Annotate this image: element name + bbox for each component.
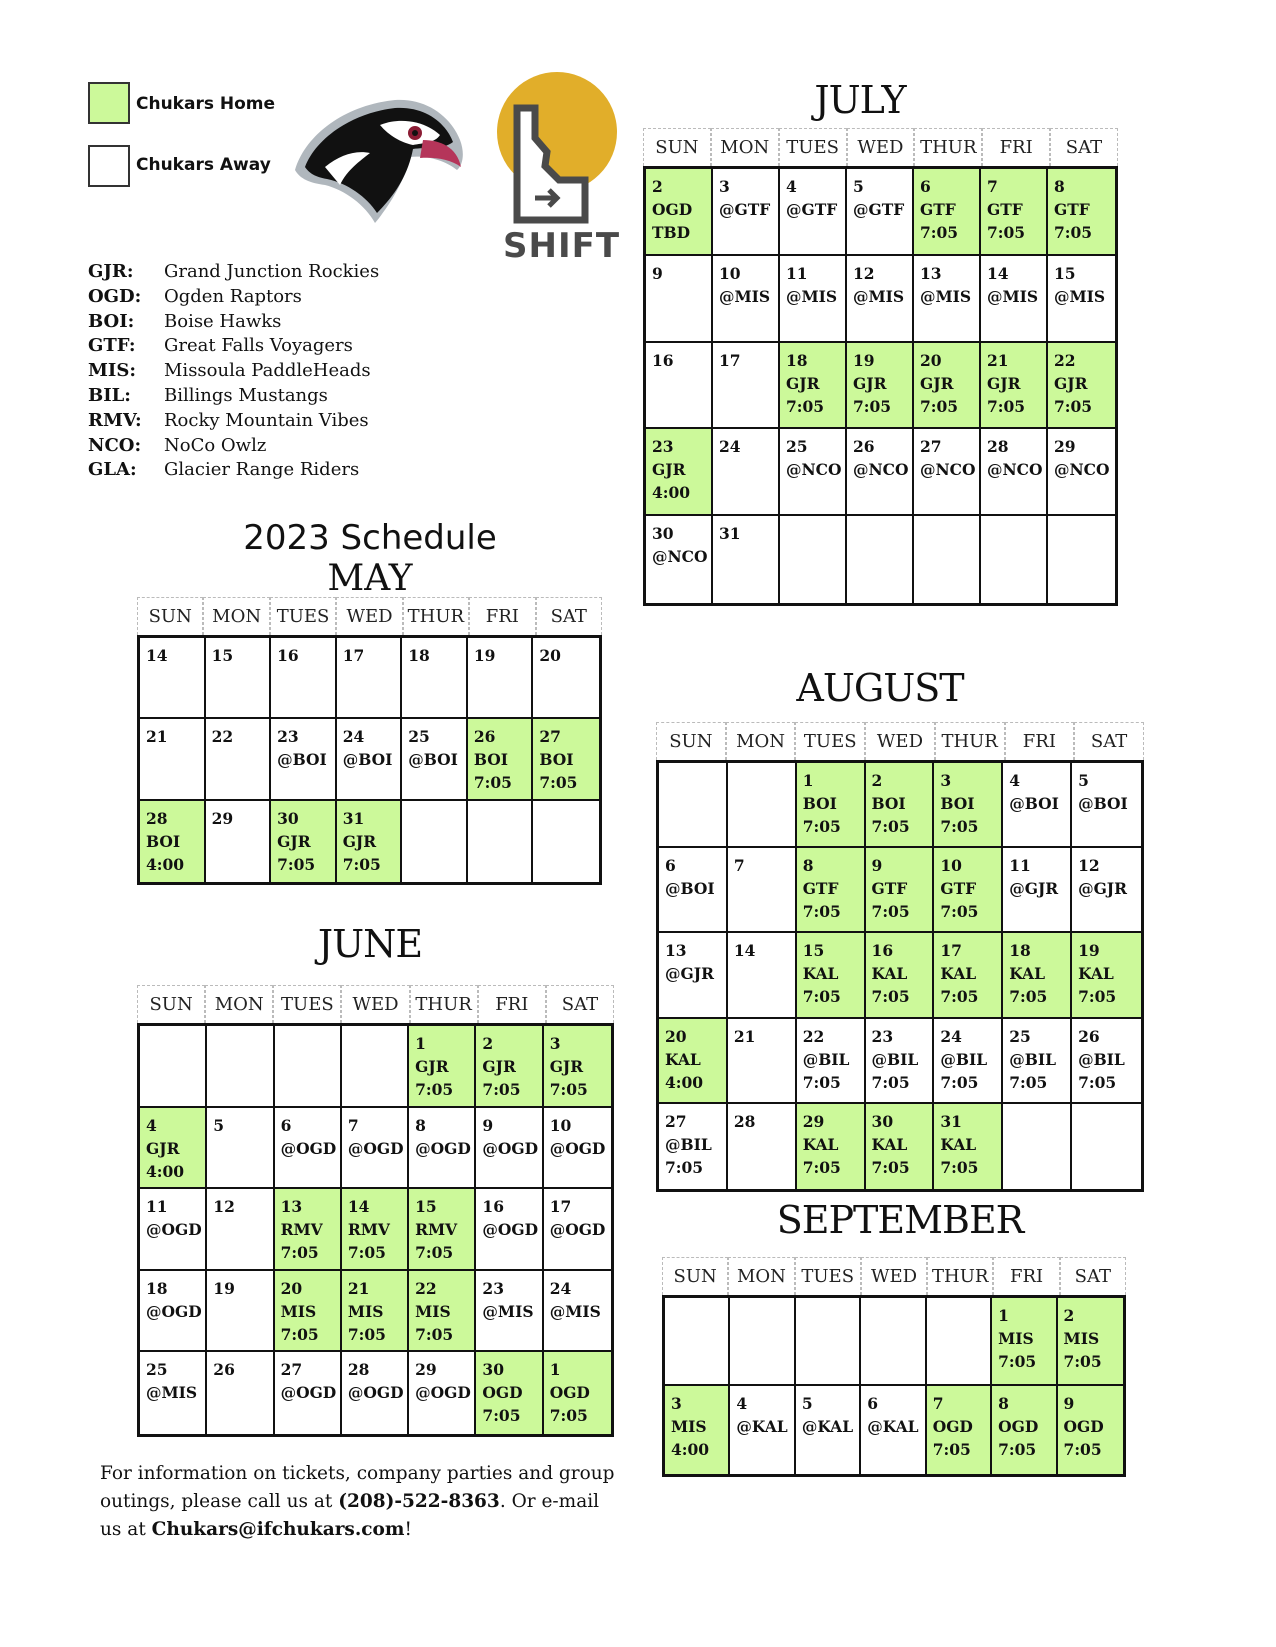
calendar-day: 13 @MIS xyxy=(914,256,981,343)
calendar-day: 4 @GTF xyxy=(780,169,847,256)
weekday-label: FRI xyxy=(478,985,546,1023)
weekday-label: SAT xyxy=(1050,128,1118,166)
team-name: Rocky Mountain Vibes xyxy=(164,409,369,431)
home-game-day: 22 MIS 7:05 xyxy=(409,1271,476,1353)
calendar-day: 4 @KAL xyxy=(730,1386,795,1474)
weekday-header xyxy=(662,1257,1126,1295)
home-game-day: 21 GJR 7:05 xyxy=(981,343,1048,430)
home-game-day: 19 KAL 7:05 xyxy=(1072,933,1141,1018)
calendar-day: 26 @NCO xyxy=(847,429,914,516)
abbreviation-code: GLA: xyxy=(88,459,137,481)
weekday-label: MON xyxy=(711,128,779,166)
home-game-day: 18 GJR 7:05 xyxy=(780,343,847,430)
weekday-label: FRI xyxy=(469,597,535,635)
team-name: Boise Hawks xyxy=(164,310,282,332)
calendar-day: 6 @OGD xyxy=(275,1108,342,1190)
home-game-day: 1 GJR 7:05 xyxy=(409,1026,476,1108)
weekday-label: MON xyxy=(728,1257,794,1295)
calendar-day: 29 @OGD xyxy=(409,1352,476,1434)
calendar-day: 18 @OGD xyxy=(140,1271,207,1353)
home-game-day: 7 GTF 7:05 xyxy=(981,169,1048,256)
calendar-day: 25 @BIL 7:05 xyxy=(1003,1019,1072,1104)
home-game-day: 2 BOI 7:05 xyxy=(866,763,935,848)
calendar-day: 16 xyxy=(271,638,337,719)
home-game-day: 1 MIS 7:05 xyxy=(992,1298,1057,1386)
calendar-day: 24 @BIL 7:05 xyxy=(934,1019,1003,1104)
calendar-day xyxy=(1048,516,1115,603)
calendar-day: 5 @GTF xyxy=(847,169,914,256)
calendar-day: 16 @OGD xyxy=(476,1189,543,1271)
calendar-day: 8 @OGD xyxy=(409,1108,476,1190)
home-game-day: 23 GJR 4:00 xyxy=(646,429,713,516)
abbreviation-row xyxy=(88,359,379,384)
weekday-label: MON xyxy=(205,985,273,1023)
calendar-day: 14 @MIS xyxy=(981,256,1048,343)
calendar-week xyxy=(659,1019,1141,1104)
home-game-day: 20 GJR 7:05 xyxy=(914,343,981,430)
calendar-week xyxy=(646,429,1115,516)
calendar-day: 13 @GJR xyxy=(659,933,728,1018)
weekday-label: SUN xyxy=(137,597,203,635)
abbreviation-code: RMV: xyxy=(88,409,142,431)
calendar-day xyxy=(728,763,797,848)
home-game-day: 20 MIS 7:05 xyxy=(275,1271,342,1353)
calendar-week xyxy=(646,343,1115,430)
calendar-day xyxy=(402,801,468,882)
calendar-day: 29 xyxy=(206,801,272,882)
home-game-day: 16 KAL 7:05 xyxy=(866,933,935,1018)
weekday-label: SUN xyxy=(656,722,726,760)
calendar-grid xyxy=(643,166,1118,606)
weekday-label: WED xyxy=(861,1257,927,1295)
calendar-week xyxy=(140,1271,611,1353)
calendar-day: 6 @BOI xyxy=(659,848,728,933)
team-name: Great Falls Voyagers xyxy=(164,335,353,357)
home-game-day: 22 GJR 7:05 xyxy=(1048,343,1115,430)
home-game-day: 29 KAL 7:05 xyxy=(797,1104,866,1189)
calendar-day xyxy=(207,1026,274,1108)
abbreviation-code: BIL: xyxy=(88,384,131,406)
calendar-day: 10 @MIS xyxy=(713,256,780,343)
calendar-week xyxy=(140,801,599,882)
weekday-header xyxy=(643,128,1118,166)
calendar-day xyxy=(847,516,914,603)
calendar-day: 22 @BIL 7:05 xyxy=(797,1019,866,1104)
calendar-day: 23 @BOI xyxy=(271,719,337,800)
home-game-day: 3 MIS 4:00 xyxy=(665,1386,730,1474)
weekday-label: THUR xyxy=(935,722,1005,760)
home-game-day: 1 BOI 7:05 xyxy=(797,763,866,848)
calendar-week xyxy=(659,848,1141,933)
abbreviation-row xyxy=(88,434,379,459)
weekday-label: WED xyxy=(847,128,915,166)
calendar-week xyxy=(140,1189,611,1271)
calendar-day: 19 xyxy=(207,1271,274,1353)
weekday-header xyxy=(137,985,614,1023)
june-title: JUNE xyxy=(317,922,423,966)
calendar-day: 5 xyxy=(207,1108,274,1190)
abbreviation-row xyxy=(88,458,379,483)
weekday-label: THUR xyxy=(410,985,478,1023)
weekday-label: MON xyxy=(726,722,796,760)
calendar-week xyxy=(140,1026,611,1108)
home-game-day: 30 GJR 7:05 xyxy=(271,801,337,882)
weekday-label: WED xyxy=(341,985,409,1023)
calendar-grid xyxy=(137,635,602,885)
weekday-label: WED xyxy=(336,597,402,635)
home-game-day: 2 MIS 7:05 xyxy=(1058,1298,1123,1386)
calendar-day xyxy=(659,763,728,848)
calendar-day: 9 @OGD xyxy=(476,1108,543,1190)
abbreviation-row xyxy=(88,260,379,285)
calendar-day: 24 @MIS xyxy=(544,1271,611,1353)
abbreviation-code: NCO: xyxy=(88,434,142,456)
calendar-day: 5 @BOI xyxy=(1072,763,1141,848)
calendar-day xyxy=(1003,1104,1072,1189)
home-game-day: 9 OGD 7:05 xyxy=(1058,1386,1123,1474)
calendar-day: 15 xyxy=(206,638,272,719)
calendar-day: 4 @BOI xyxy=(1003,763,1072,848)
team-name: NoCo Owlz xyxy=(164,434,267,456)
calendar-day xyxy=(981,516,1048,603)
calendar-day: 6 @KAL xyxy=(861,1386,926,1474)
home-game-day: 27 BOI 7:05 xyxy=(533,719,599,800)
calendar-day xyxy=(730,1298,795,1386)
calendar-day: 30 @NCO xyxy=(646,516,713,603)
weekday-label: SAT xyxy=(1074,722,1144,760)
june-calendar xyxy=(137,985,614,1437)
abbreviation-row xyxy=(88,384,379,409)
abbreviation-code: GJR: xyxy=(88,261,134,282)
calendar-grid xyxy=(656,760,1144,1192)
home-game-day: 30 KAL 7:05 xyxy=(866,1104,935,1189)
home-game-day: 31 GJR 7:05 xyxy=(337,801,403,882)
team-name: Ogden Raptors xyxy=(164,285,302,307)
calendar-week xyxy=(659,933,1141,1018)
home-game-day: 28 BOI 4:00 xyxy=(140,801,206,882)
calendar-day: 14 xyxy=(728,933,797,1018)
calendar-day: 11 @OGD xyxy=(140,1189,207,1271)
weekday-header xyxy=(656,722,1144,760)
calendar-day: 11 @MIS xyxy=(780,256,847,343)
calendar-week xyxy=(140,1352,611,1434)
weekday-label: SUN xyxy=(643,128,711,166)
home-game-day: 10 GTF 7:05 xyxy=(934,848,1003,933)
calendar-day: 18 xyxy=(402,638,468,719)
home-game-day: 17 KAL 7:05 xyxy=(934,933,1003,1018)
weekday-label: THUR xyxy=(403,597,469,635)
september-title: SEPTEMBER xyxy=(776,1198,1024,1242)
weekday-header xyxy=(137,597,602,635)
august-title: AUGUST xyxy=(796,666,964,710)
weekday-label: SAT xyxy=(536,597,602,635)
phone-number[interactable]: (208)-522-8363 xyxy=(338,1491,500,1512)
home-game-day: 7 OGD 7:05 xyxy=(927,1386,992,1474)
footer-text-3: ! xyxy=(404,1519,412,1540)
home-game-day: 18 KAL 7:05 xyxy=(1003,933,1072,1018)
calendar-day xyxy=(780,516,847,603)
calendar-day xyxy=(927,1298,992,1386)
abbreviation-code: OGD: xyxy=(88,285,142,307)
calendar-day: 20 xyxy=(533,638,599,719)
abbreviation-code: MIS: xyxy=(88,360,136,382)
team-name: Missoula PaddleHeads xyxy=(164,360,371,382)
calendar-day: 16 xyxy=(646,343,713,430)
home-game-day: 21 MIS 7:05 xyxy=(342,1271,409,1353)
calendar-day: 31 xyxy=(713,516,780,603)
calendar-day: 23 @BIL 7:05 xyxy=(866,1019,935,1104)
calendar-day: 19 xyxy=(468,638,534,719)
weekday-label: SUN xyxy=(137,985,205,1023)
calendar-day xyxy=(665,1298,730,1386)
calendar-week xyxy=(646,256,1115,343)
calendar-day: 23 @MIS xyxy=(476,1271,543,1353)
calendar-day: 5 @KAL xyxy=(796,1386,861,1474)
abbreviation-code: BOI: xyxy=(88,310,135,332)
calendar-day: 12 @GJR xyxy=(1072,848,1141,933)
abbreviation-code: GTF: xyxy=(88,335,136,357)
email-link[interactable]: Chukars@ifchukars.com xyxy=(151,1519,405,1540)
calendar-week xyxy=(646,516,1115,603)
calendar-day: 26 xyxy=(207,1352,274,1434)
calendar-week xyxy=(646,169,1115,256)
august-calendar xyxy=(656,722,1144,1192)
weekday-label: TUES xyxy=(779,128,847,166)
team-name: Billings Mustangs xyxy=(164,384,328,406)
calendar-day: 3 @GTF xyxy=(713,169,780,256)
calendar-week xyxy=(665,1298,1123,1386)
home-game-day: 30 OGD 7:05 xyxy=(476,1352,543,1434)
calendar-day xyxy=(140,1026,207,1108)
schedule-title: 2023 Schedule xyxy=(243,518,497,558)
weekday-label: FRI xyxy=(993,1257,1059,1295)
away-swatch xyxy=(88,145,130,187)
calendar-day xyxy=(861,1298,926,1386)
home-game-day: 3 GJR 7:05 xyxy=(544,1026,611,1108)
calendar-grid xyxy=(137,1023,614,1437)
calendar-day: 12 @MIS xyxy=(847,256,914,343)
home-game-day: 9 GTF 7:05 xyxy=(866,848,935,933)
calendar-day: 7 xyxy=(728,848,797,933)
footer-text-2: . Or e-mail us at xyxy=(100,1491,600,1540)
home-game-day: 8 OGD 7:05 xyxy=(992,1386,1057,1474)
calendar-day: 17 xyxy=(337,638,403,719)
team-name: Grand Junction Rockies xyxy=(164,261,380,282)
abbreviation-row xyxy=(88,334,379,359)
calendar-day: 11 @GJR xyxy=(1003,848,1072,933)
abbreviation-row xyxy=(88,310,379,335)
weekday-label: WED xyxy=(865,722,935,760)
home-game-day: 19 GJR 7:05 xyxy=(847,343,914,430)
home-game-day: 8 GTF 7:05 xyxy=(1048,169,1115,256)
calendar-week xyxy=(140,1108,611,1190)
calendar-day: 27 @NCO xyxy=(914,429,981,516)
home-game-day: 3 BOI 7:05 xyxy=(934,763,1003,848)
may-title: MAY xyxy=(327,558,413,599)
calendar-day xyxy=(796,1298,861,1386)
legend-home-label: Chukars Home xyxy=(136,94,276,114)
weekday-label: SUN xyxy=(662,1257,728,1295)
footer-text-1: For information on tickets, company parties and group outings, please call us at xyxy=(100,1463,615,1512)
calendar-day: 10 @OGD xyxy=(544,1108,611,1190)
calendar-day: 17 xyxy=(713,343,780,430)
shift-logo-text: SHIFT xyxy=(503,226,621,266)
home-game-day: 8 GTF 7:05 xyxy=(797,848,866,933)
calendar-day: 17 @OGD xyxy=(544,1189,611,1271)
calendar-day: 26 @BIL 7:05 xyxy=(1072,1019,1141,1104)
calendar-day: 21 xyxy=(728,1019,797,1104)
calendar-day: 12 xyxy=(207,1189,274,1271)
calendar-day: 15 @MIS xyxy=(1048,256,1115,343)
calendar-day xyxy=(275,1026,342,1108)
home-game-day: 1 OGD 7:05 xyxy=(544,1352,611,1434)
home-swatch xyxy=(88,82,130,124)
calendar-day: 9 xyxy=(646,256,713,343)
calendar-week xyxy=(659,1104,1141,1189)
calendar-week xyxy=(659,763,1141,848)
team-name: Glacier Range Riders xyxy=(164,459,360,481)
calendar-week xyxy=(665,1386,1123,1474)
calendar-day xyxy=(914,516,981,603)
weekday-label: SAT xyxy=(546,985,614,1023)
abbreviation-row xyxy=(88,409,379,434)
contact-footer xyxy=(100,1460,620,1544)
calendar-day: 24 xyxy=(713,429,780,516)
home-game-day: 2 OGD TBD xyxy=(646,169,713,256)
weekday-label: THUR xyxy=(914,128,982,166)
calendar-day xyxy=(533,801,599,882)
calendar-day: 28 xyxy=(728,1104,797,1189)
calendar-day: 25 @MIS xyxy=(140,1352,207,1434)
calendar-day: 25 @BOI xyxy=(402,719,468,800)
weekday-label: FRI xyxy=(1005,722,1075,760)
calendar-day: 7 @OGD xyxy=(342,1108,409,1190)
calendar-day: 29 @NCO xyxy=(1048,429,1115,516)
calendar-day: 27 @OGD xyxy=(275,1352,342,1434)
home-game-day: 13 RMV 7:05 xyxy=(275,1189,342,1271)
calendar-day xyxy=(468,801,534,882)
home-game-day: 6 GTF 7:05 xyxy=(914,169,981,256)
home-game-day: 15 RMV 7:05 xyxy=(409,1189,476,1271)
weekday-label: TUES xyxy=(795,1257,861,1295)
weekday-label: THUR xyxy=(927,1257,993,1295)
home-game-day: 31 KAL 7:05 xyxy=(934,1104,1003,1189)
july-title: JULY xyxy=(814,78,906,122)
home-game-day: 15 KAL 7:05 xyxy=(797,933,866,1018)
calendar-grid xyxy=(662,1295,1126,1477)
legend-away-label: Chukars Away xyxy=(136,155,271,175)
home-game-day: 20 KAL 4:00 xyxy=(659,1019,728,1104)
home-game-day: 4 GJR 4:00 xyxy=(140,1108,207,1190)
calendar-week xyxy=(140,719,599,800)
may-calendar xyxy=(137,597,602,885)
calendar-day: 21 xyxy=(140,719,206,800)
calendar-day: 14 xyxy=(140,638,206,719)
calendar-day: 22 xyxy=(206,719,272,800)
calendar-day: 28 @OGD xyxy=(342,1352,409,1434)
home-game-day: 14 RMV 7:05 xyxy=(342,1189,409,1271)
home-game-day: 26 BOI 7:05 xyxy=(468,719,534,800)
team-abbreviation-list xyxy=(88,260,379,483)
calendar-day xyxy=(1072,1104,1141,1189)
calendar-day: 27 @BIL 7:05 xyxy=(659,1104,728,1189)
weekday-label: MON xyxy=(203,597,269,635)
home-game-day: 2 GJR 7:05 xyxy=(476,1026,543,1108)
weekday-label: SAT xyxy=(1060,1257,1126,1295)
september-calendar xyxy=(662,1257,1126,1477)
weekday-label: TUES xyxy=(273,985,341,1023)
weekday-label: TUES xyxy=(795,722,865,760)
calendar-week xyxy=(140,638,599,719)
calendar-day xyxy=(342,1026,409,1108)
july-calendar xyxy=(643,128,1118,606)
abbreviation-row xyxy=(88,285,379,310)
calendar-day: 28 @NCO xyxy=(981,429,1048,516)
calendar-day: 24 @BOI xyxy=(337,719,403,800)
calendar-day: 25 @NCO xyxy=(780,429,847,516)
weekday-label: TUES xyxy=(270,597,336,635)
chukars-bird-logo xyxy=(285,95,470,230)
weekday-label: FRI xyxy=(982,128,1050,166)
